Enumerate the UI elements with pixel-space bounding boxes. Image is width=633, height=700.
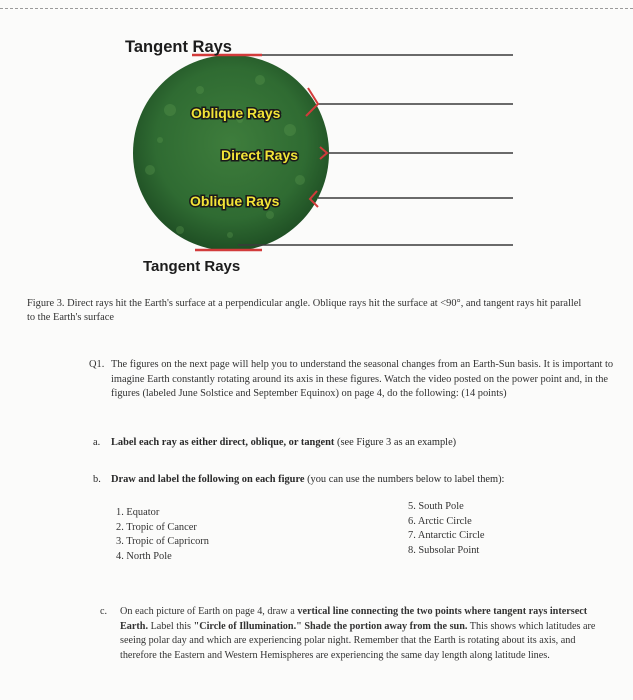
oblique-rays-label-upper: Oblique Rays (191, 105, 281, 121)
list-item: 5. South Pole (408, 501, 464, 512)
label-list-left (116, 506, 209, 564)
list-item: 3. Tropic of Capricorn (116, 536, 209, 548)
list-item: 8. Subsolar Point (408, 544, 480, 556)
instruction-c-part: Label this (148, 620, 194, 632)
list-item: 2. Tropic of Cancer (116, 521, 197, 533)
instruction-b (93, 474, 504, 485)
list-item: 6. Arctic Circle (408, 515, 472, 527)
instruction-a (93, 437, 456, 448)
instruction-c-bold: Shade the portion away from the sun. (304, 620, 468, 632)
question-1-text: The figures on the next page will help you to understand the seasonal changes from an Earth-Sun basis. It is important to imagine Earth constantly rotating around its axis in these figures. Watch the video posted on the power point and, in the figures (labeled June Solstice and September Equinox) on page 4, do the following: (14 points) (111, 359, 614, 400)
instruction-b-bold: Draw and label the following on each figure (111, 474, 305, 485)
direct-rays-label: Direct Rays (221, 147, 299, 163)
instruction-b-marker: b. (93, 474, 101, 485)
oblique-rays-label-lower: Oblique Rays (190, 193, 280, 209)
instruction-b-rest: (you can use the numbers below to label them): (304, 474, 505, 485)
instruction-a-rest: (see Figure 3 as an example) (334, 437, 457, 448)
instruction-a-bold: Label each ray as either direct, oblique, or tangent (111, 437, 335, 448)
instruction-c-bold: "Circle of Illumination." (193, 620, 302, 632)
question-1 (89, 358, 619, 402)
instruction-a-marker: a. (93, 437, 101, 448)
figure-3-diagram (0, 0, 633, 290)
instruction-c-part: On each picture of Earth on page 4, draw a (120, 606, 298, 617)
instruction-c-part: This shows which latitudes are seeing polar day and which are experiencing polar night. Remember that the Earth is rotating about its axis, and therefore the Eastern and Western Hemispheres are experiencing the same day length along latitude lines. (120, 620, 596, 661)
label-list-right (408, 500, 484, 558)
list-item: 1. Equator (116, 507, 160, 518)
tangent-rays-title-bottom: Tangent Rays (143, 258, 241, 275)
tangent-rays-title-top: Tangent Rays (125, 38, 232, 56)
instruction-c-text (120, 605, 600, 663)
list-item: 7. Antarctic Circle (408, 530, 485, 542)
question-number: Q1. (89, 359, 105, 370)
list-item: 4. North Pole (116, 550, 172, 562)
instruction-c-marker: c. (100, 606, 108, 617)
instruction-c-bold: vertical line connecting the two points where tangent rays intersect Earth. (120, 606, 588, 632)
figure-caption: Figure 3. Direct rays hit the Earth's surface at a perpendicular angle. Oblique rays hit the surface at <90°, and tangent rays hit parallel to the Earth's surface (27, 298, 582, 323)
instruction-c (100, 605, 600, 663)
